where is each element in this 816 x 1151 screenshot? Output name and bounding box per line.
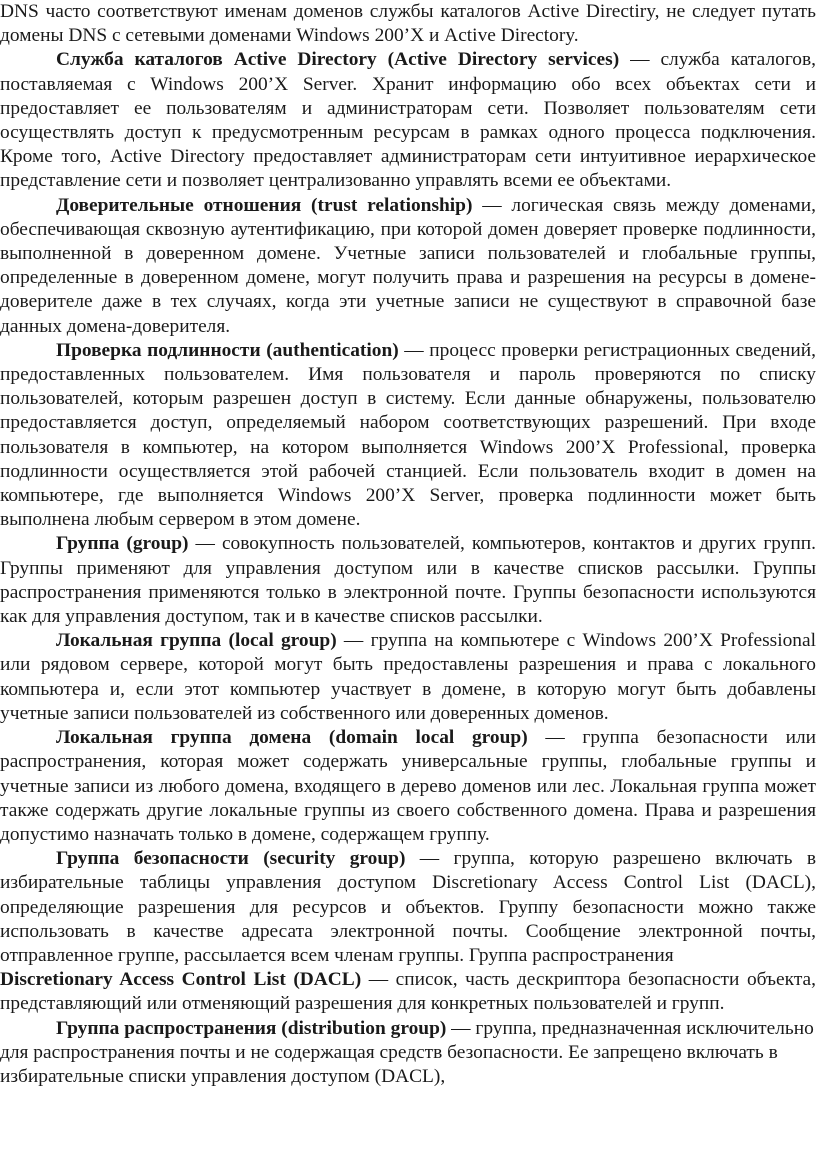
term-distribution-group: Группа распространения (distribution group)	[56, 1017, 447, 1039]
definition-local-group	[0, 629, 816, 726]
term-authentication: Проверка подлинности (authentication)	[56, 339, 399, 361]
definition-text: — совокупность пользователей, компьютеров, контактов и других групп. Группы применяют для управления доступом или в качестве списков рассылки. Группы распространения применяются только в электронной почте. Группы безопасности используются как для управления доступом, так и в качестве списков рассылки.	[0, 533, 816, 628]
definition-text: — процесс проверки регистрационных сведений, предоставленных пользователем. Имя пользователя и пароль проверяются по списку пользователей, которым разрешен доступ в систему. Если данные обнаружены, пользователю предоставляется доступ, определяемый набором соответствующих разрешений. При входе пользователя в компьютер, на котором выполняется Windows 200’X Professional, проверка подлинности осуществляется этой рабочей станцией. Если пользователь входит в домен на компьютере, где выполняется Windows 200’X Server, проверка подлинности может быть выполнена любым сервером в этом домене.	[0, 339, 816, 531]
definition-text: — группа, которую разрешено включать в избирательные таблицы управления доступом Discretionary Access Control List (DACL), определяющие разрешения для ресурсов и объектов. Группу безопасности можно также использовать в качестве адресата электронной почты. Сообщение электронной почты, отправленное группе, рассылается всем членам группы. Группа распространения	[0, 848, 816, 966]
definition-authentication	[0, 339, 816, 533]
definition-text: — группа на компьютере с Windows 200’X Professional или рядовом сервере, которой могут быть предоставлены разрешения и права с локального компьютера и, если этот компьютер участвует в домене, в которую могут быть добавлены учетные записи пользователей из собственного или доверенных доменов.	[0, 630, 816, 724]
term-active-directory: Служба каталогов Active Directory (Active Directory services)	[56, 49, 620, 71]
definition-group	[0, 532, 816, 629]
intro-paragraph: DNS часто соответствуют именам доменов службы каталогов Active Directiry, не следует путать домены DNS с сетевыми доменами Windows 200’X и Active Directory.	[0, 1, 816, 47]
definition-active-directory	[0, 48, 816, 193]
definition-text: — группа, предназначенная исключительно для распространения почты и не содержащая средств безопасности. Ее запрещено включать в избирательные списки управления доступом (DACL),	[0, 1017, 814, 1087]
definition-text: — служба каталогов, поставляемая с Windows 200’X Server. Хранит информацию обо всех объектах сети и предоставляет ее пользователям и администраторам сети. Позволяет пользователям сети осуществлять доступ к предусмотренным ресурсам в рамках одного процесса подключения. Кроме того, Active Directory предоставляет администраторам сети интуитивное иерархическое представление сети и позволяет централизованно управлять всеми ее объектами.	[0, 49, 816, 192]
definition-trust-relationship	[0, 194, 816, 339]
term-group: Группа (group)	[56, 533, 189, 555]
term-dacl: Discretionary Access Control List (DACL)	[0, 969, 362, 991]
definition-distribution-group	[0, 1017, 816, 1090]
definition-domain-local-group	[0, 726, 816, 847]
definition-security-group	[0, 847, 816, 968]
term-security-group: Группа безопасности (security group)	[56, 848, 406, 870]
term-trust-relationship: Доверительные отношения (trust relationship)	[56, 194, 473, 216]
definition-text: — группа безопасности или распространения, которая может содержать универсальные группы, глобальные группы и учетные записи из любого домена, входящего в дерево доменов или лес. Локальная группа может также содержать другие локальные группы из своего собственного домена. Права и разрешения допустимо назначать только в домене, содержащем группу.	[0, 727, 816, 845]
definition-dacl	[0, 968, 816, 1016]
term-domain-local-group: Локальная группа домена (domain local group)	[56, 727, 528, 749]
term-local-group: Локальная группа (local group)	[56, 630, 337, 652]
definition-text: — список, часть дескриптора безопасности объекта, представляющий или отменяющий разрешения для конкретных пользователей и групп.	[0, 969, 816, 1015]
definition-text: — логическая связь между доменами, обеспечивающая сквозную аутентификацию, при которой домен доверяет проверке подлинности, выполненной в доверенном домене. Учетные записи пользователей и глобальные группы, определенные в доверенном домене, могут получить права и разрешения на ресурсы в домене-доверителе даже в тех случаях, когда эти учетные записи не существуют в справочной базе данных домена-доверителя.	[0, 194, 816, 337]
